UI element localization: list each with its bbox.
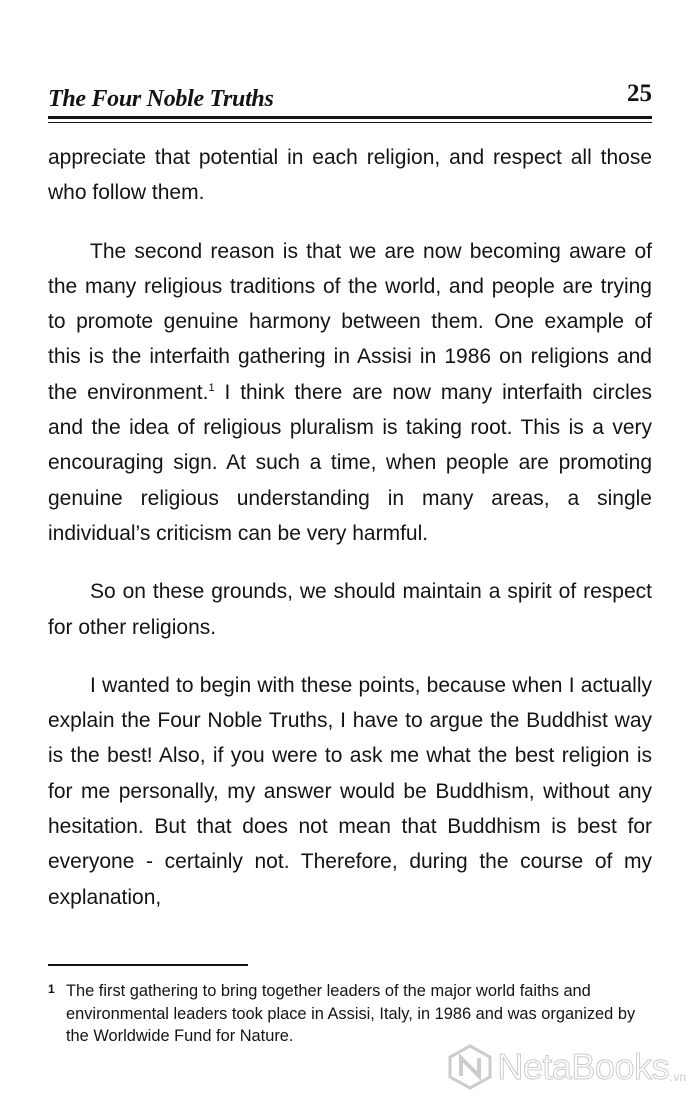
- running-header: [48, 80, 652, 114]
- footnote: [48, 980, 652, 1048]
- paragraph-4: I wanted to begin with these points, because when I actually explain the Four Noble Truths, I have to argue the Buddhist way is the best! Also, if you were to ask me what the best religion is for me personally, my answer would be Buddhism, without any hesitation. But that does not mean that Buddhism is best for everyone - certainly not. Therefore, during the course of my explanation,: [48, 673, 652, 909]
- header-rule-thin: [48, 122, 652, 123]
- paragraph-2-part-2: I think there are now many interfaith circles and the idea of religious pluralism is taking root. This is a very encouraging sign. At such a time, when people are promoting genuine religious understanding in many areas, a single individual’s criticism can be very harmful.: [48, 380, 652, 545]
- footnote-rule: [48, 964, 248, 966]
- header-rule-thick: [48, 116, 652, 119]
- watermark: [447, 1044, 686, 1090]
- footnote-text: The first gathering to bring together leaders of the major world faiths and environmental leaders took place in Assisi, Italy, in 1986 and was organized by the Worldwide Fund for Nature.: [66, 982, 636, 1045]
- running-title: The Four Noble Truths: [48, 86, 274, 112]
- paragraph-1: appreciate that potential in each religion, and respect all those who follow them.: [48, 146, 652, 205]
- netabooks-logo-icon: [447, 1044, 493, 1090]
- paragraph-2-part-1: The second reason is that we are now becoming aware of the many religious traditions of the world, and people are trying to promote genuine harmony between them. One example of this is the interfaith gathering in Assisi in 1986 on religions and the environment.: [48, 239, 652, 404]
- footnote-reference[interactable]: 1: [208, 381, 215, 394]
- watermark-tld: .vn: [669, 1070, 686, 1084]
- paragraph-3: So on these grounds, we should maintain a spirit of respect for other religions.: [48, 580, 652, 639]
- footnote-marker: 1: [48, 982, 55, 996]
- paragraph-2: [48, 234, 652, 552]
- body-text: [48, 140, 652, 915]
- page-number: 25: [627, 80, 652, 107]
- watermark-brand: NetaBooks: [497, 1046, 669, 1087]
